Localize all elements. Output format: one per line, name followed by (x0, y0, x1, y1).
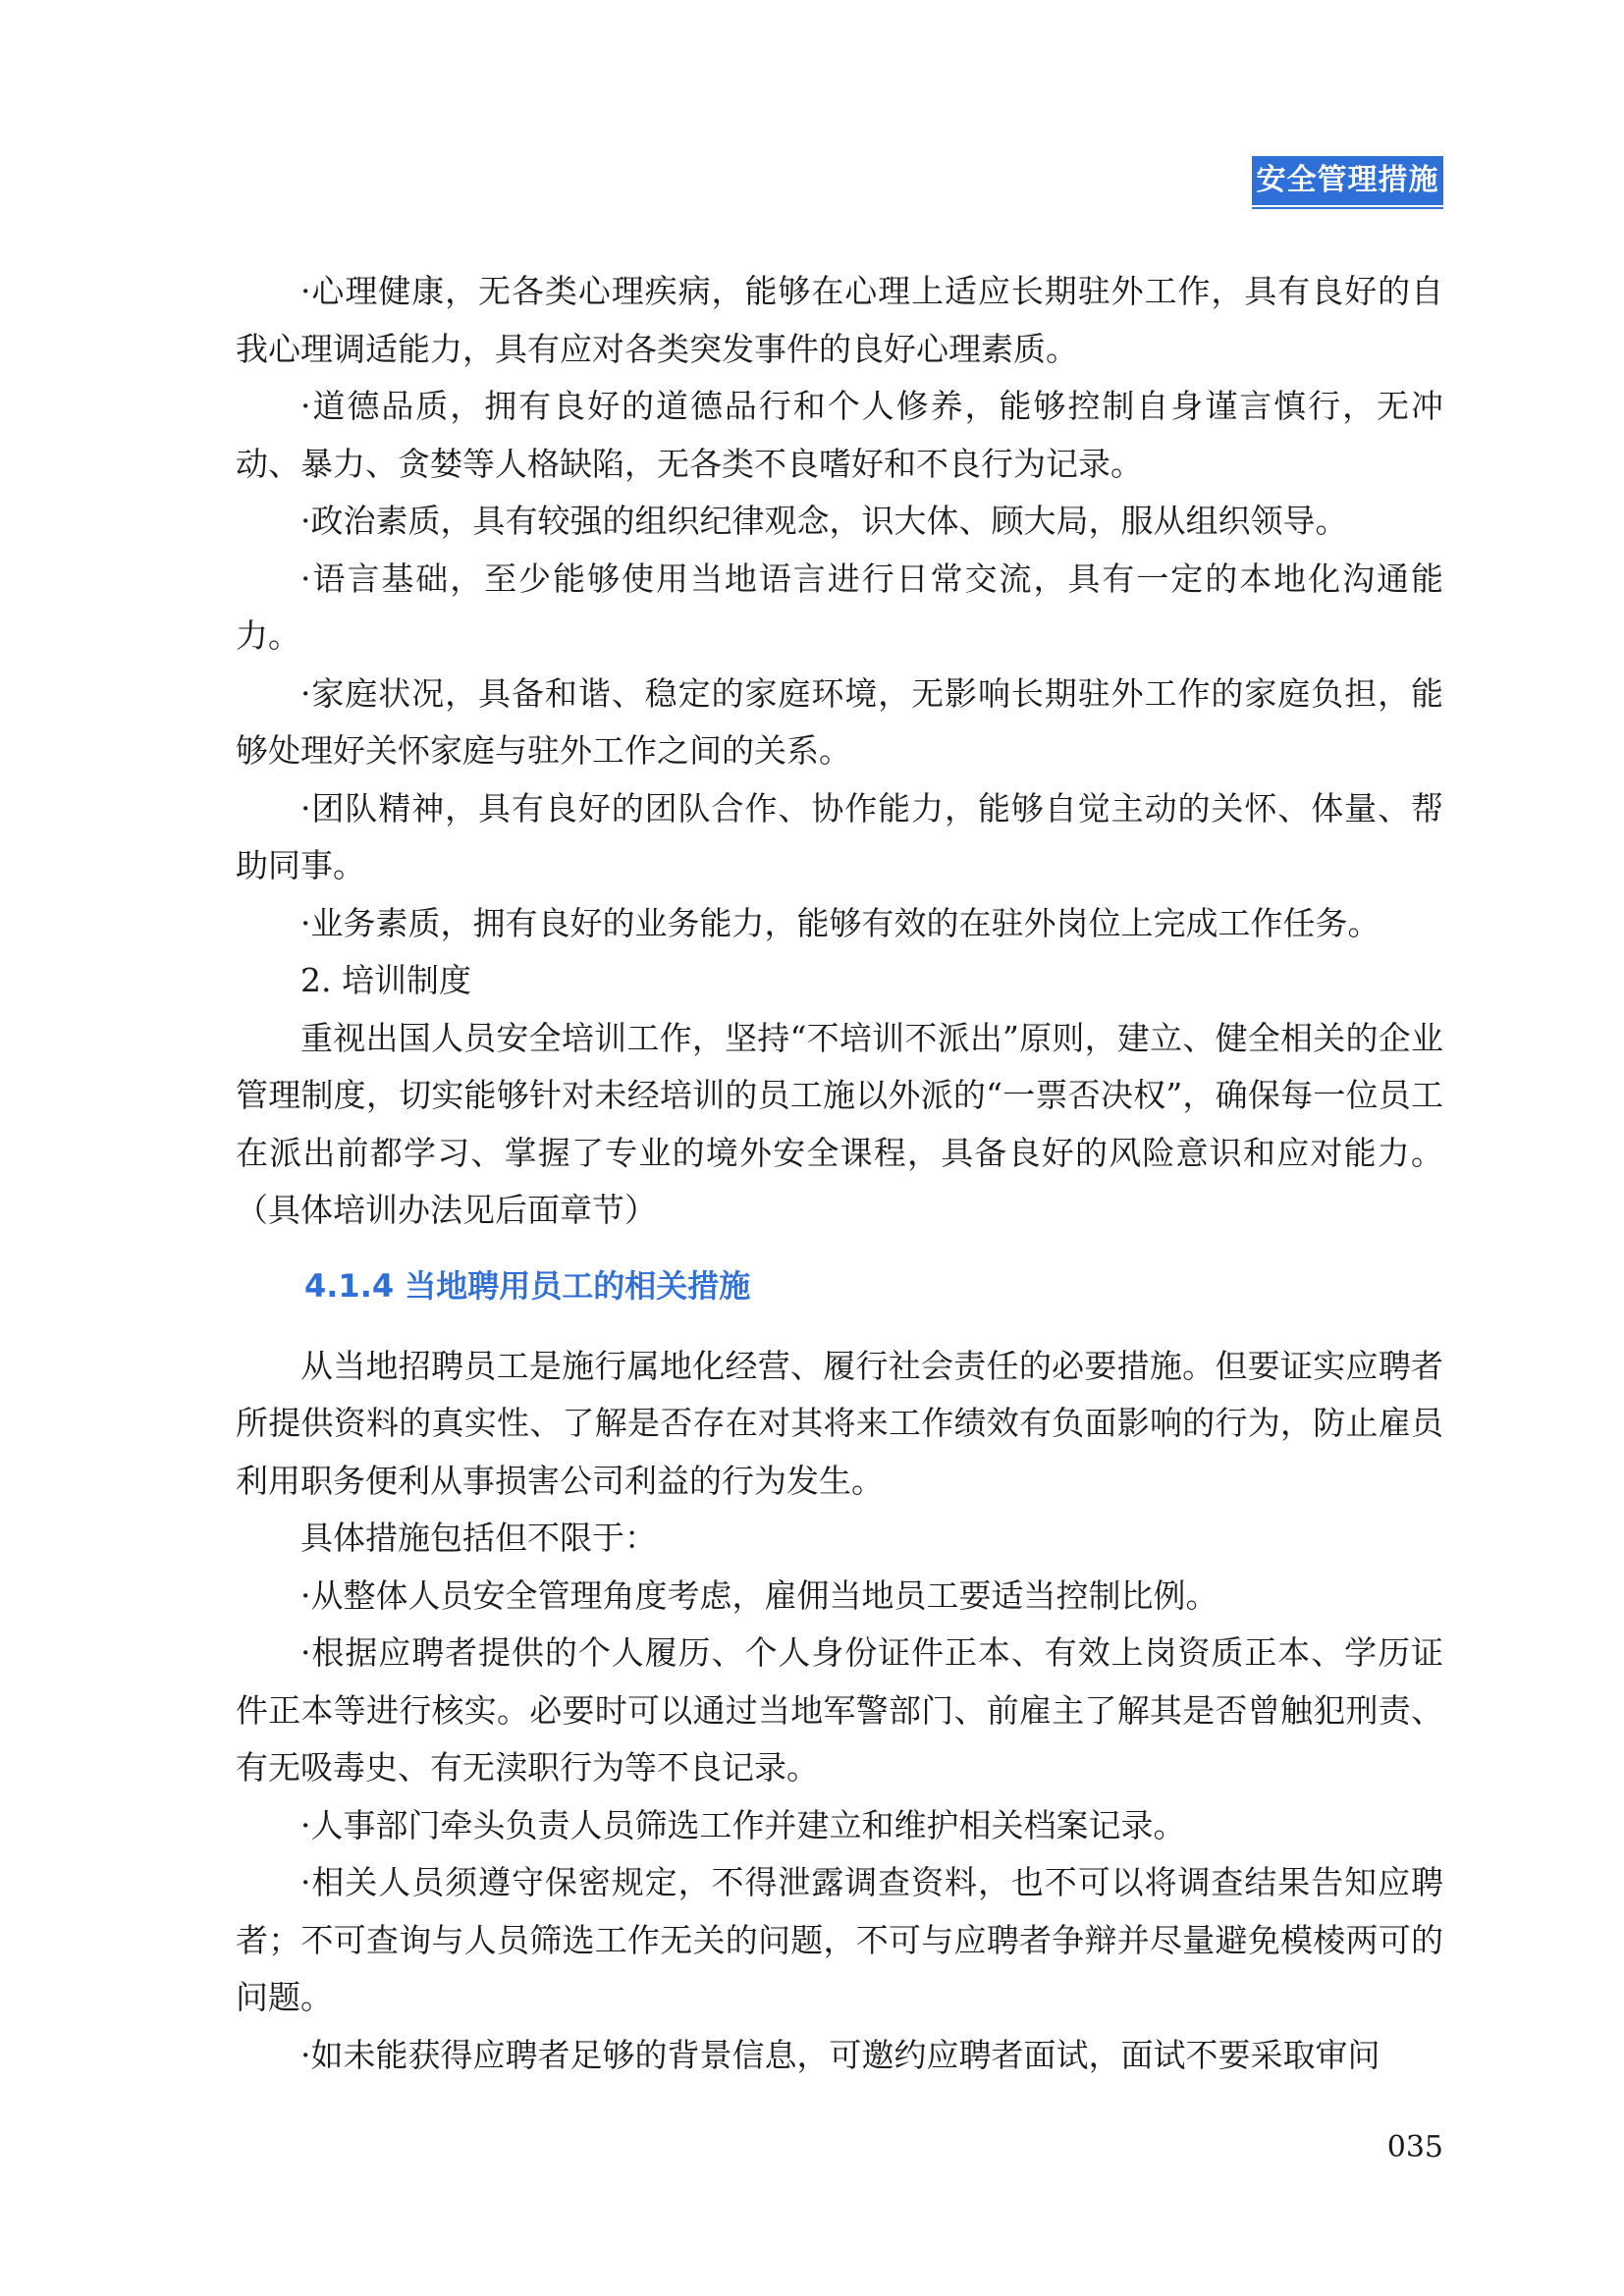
page-number: 035 (1386, 2130, 1443, 2164)
bullet-document-verification: ·根据应聘者提供的个人履历、个人身份证件正本、有效上岗资质正本、学历证件正本等进行核实。必要时可以通过当地军警部门、前雇主了解其是否曾触犯刑责、有无吸毒史、有无渎职行为等不良记录。 (236, 1633, 1443, 1787)
section-tag: 安全管理措施 (1252, 156, 1443, 205)
bullet-political-quality: ·政治素质，具有较强的组织纪律观念，识大体、顾大局，服从组织领导。 (300, 502, 1348, 540)
bullet-interview: ·如未能获得应聘者足够的背景信息，可邀约应聘者面试，面试不要采取审问 (300, 2035, 1380, 2074)
paragraph-measures-intro: 具体措施包括但不限于： (300, 1519, 657, 1557)
bullet-team-spirit: ·团队精神，具有良好的团队合作、协作能力，能够自觉主动的关怀、体量、帮助同事。 (236, 788, 1443, 884)
numbered-heading-training: 2. 培训制度 (300, 961, 471, 999)
bullet-psychological-health: ·心理健康，无各类心理疾病，能够在心理上适应长期驻外工作，具有良好的自我心理调适能力，具有应对各类突发事件的良好心理素质。 (236, 272, 1443, 368)
bullet-moral-character: ·道德品质，拥有良好的道德品行和个人修养，能够控制自身谨言慎行，无冲动、暴力、贪婪等人格缺陷，无各类不良嗜好和不良行为记录。 (236, 387, 1443, 483)
header-rule (1252, 207, 1443, 209)
bullet-language-basis: ·语言基础，至少能够使用当地语言进行日常交流，具有一定的本地化沟通能力。 (236, 559, 1443, 655)
bullet-hr-screening: ·人事部门牵头负责人员筛选工作并建立和维护相关档案记录。 (300, 1805, 1186, 1844)
section-subheading: 4.1.4 当地聘用员工的相关措施 (304, 1266, 751, 1305)
bullet-hiring-ratio: ·从整体人员安全管理角度考虑，雇佣当地员工要适当控制比例。 (300, 1575, 1218, 1615)
bullet-business-quality: ·业务素质，拥有良好的业务能力，能够有效的在驻外岗位上完成工作任务。 (300, 903, 1380, 942)
body-text (236, 263, 1443, 2084)
paragraph-training-system: 重视出国人员安全培训工作，坚持“不培训不派出”原则，建立、健全相关的企业管理制度，切实能够针对未经培训的员工施以外派的“一票否决权”，确保每一位员工在派出前都学习、掌握了专业的境外安全课程，具备良好的风险意识和应对能力。（具体培训办法见后面章节） (236, 1018, 1443, 1229)
paragraph-local-recruitment: 从当地招聘员工是施行属地化经营、履行社会责任的必要措施。但要证实应聘者所提供资料的真实性、了解是否存在对其将来工作绩效有负面影响的行为，防止雇员利用职务便利从事损害公司利益的行为发生。 (236, 1346, 1443, 1500)
bullet-family-status: ·家庭状况，具备和谐、稳定的家庭环境，无影响长期驻外工作的家庭负担，能够处理好关怀家庭与驻外工作之间的关系。 (236, 673, 1443, 770)
bullet-confidentiality: ·相关人员须遵守保密规定，不得泄露调查资料，也不可以将调查结果告知应聘者；不可查询与人员筛选工作无关的问题，不可与应聘者争辩并尽量避免模棱两可的问题。 (236, 1863, 1443, 2016)
